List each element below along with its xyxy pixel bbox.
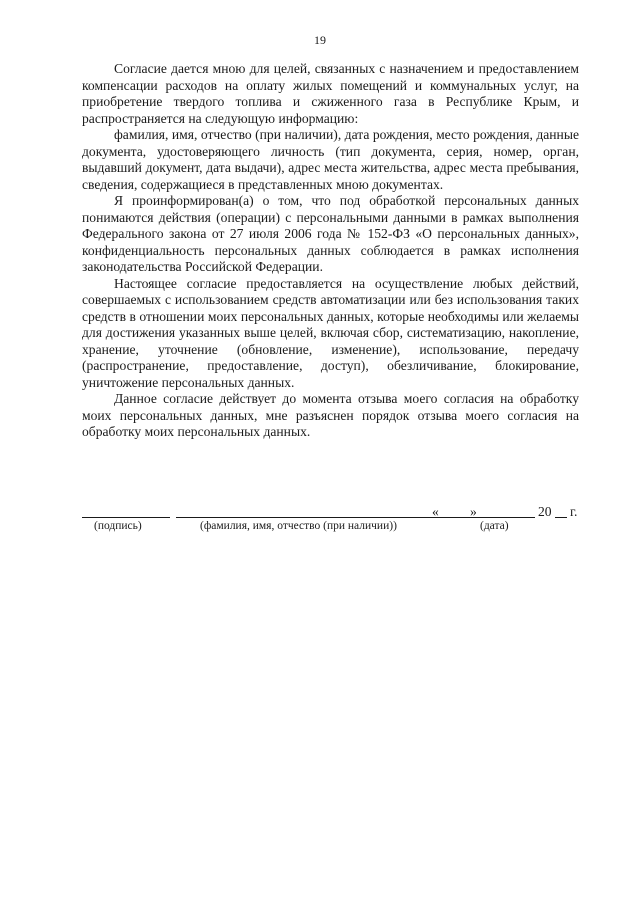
date-month-line[interactable] [483, 517, 535, 518]
page-number: 19 [314, 33, 326, 47]
caption-signature: (подпись) [94, 520, 142, 532]
signature-captions [82, 520, 582, 536]
paragraph-actions: Настоящее согласие предоставляется на осуществление любых действий, совершаемых с использованием средств автоматизации или без использования таких средств в отношении моих персональных данных, которые необходимы или желаемы для достижения указанных выше целей, включая сбор, систематизацию, накопление, хранение, уточнение (обновление, изменение), использование, передачу (распространение, предоставление, доступ), обезличивание, блокирование, уничтожение персональных данных. [82, 275, 579, 390]
paragraph-purpose: Согласие дается мною для целей, связанных с назначением и предоставлением компенсации расходов на оплату жилых помещений и коммунальных услуг, на приобретение твердого топлива и сжиженного газа в Республике Крым, и распространяется на следующую информацию: [82, 61, 579, 126]
consent-text [82, 61, 579, 441]
paragraph-validity: Данное согласие действует до момента отзыва моего согласия на обработку моих персональных данных, мне разъяснен порядок отзыва моего согласия на обработку моих персональных данных. [82, 391, 579, 439]
paragraph-informed: Я проинформирован(а) о том, что под обработкой персональных данных понимаются действия (операции) с персональными данными в рамках выполнения Федерального закона от 27 июля 2006 года № 152-ФЗ «О персональных данных», конфиденциальность персональных данных соблюдается в рамках исполнения законодательства Российской Федерации. [82, 193, 579, 274]
date-year-line[interactable] [555, 517, 567, 518]
paragraph-data-list: фамилия, имя, отчество (при наличии), дата рождения, место рождения, данные документа, удостоверяющего личность (тип документа, серия, номер, орган, выдавший документ, дата выдачи), адрес места жительства, адрес места пребывания, сведения, содержащиеся в представленных мною документах. [82, 127, 579, 192]
date-quote-close: » [470, 504, 477, 519]
date-year-suffix: г. [570, 504, 578, 519]
date-day-line[interactable] [441, 517, 467, 518]
caption-date: (дата) [480, 520, 509, 532]
caption-full-name: (фамилия, имя, отчество (при наличии)) [200, 520, 397, 532]
date-year-prefix: 20 [538, 504, 552, 519]
date-quote-open: « [432, 504, 439, 519]
signature-row [82, 502, 582, 520]
signature-line[interactable] [82, 517, 170, 518]
